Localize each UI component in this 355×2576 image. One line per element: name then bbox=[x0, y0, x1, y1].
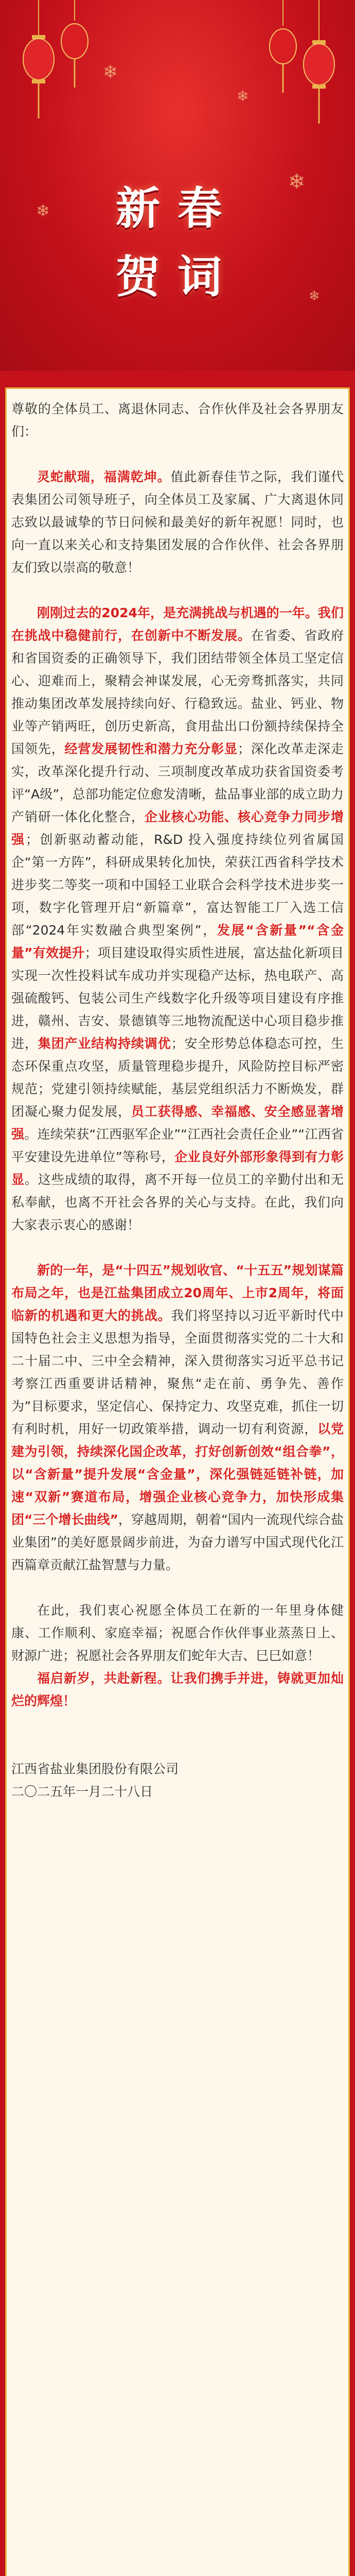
title-line-1: 新春 bbox=[116, 183, 239, 234]
letter-body bbox=[11, 398, 344, 1803]
highlight: 刚刚过去的2024年，是充满挑战与机遇的一年。我们在挑战中稳健前行，在创新中不断发展。 bbox=[11, 605, 344, 643]
paragraph-text: 在省委、省政府和省国资委的正确领导下，我们团结带领全体员工坚定信心、迎难而上，聚精会神谋发展，心无旁骛抓落实，共同推动集团改革发展持续向好、行稳致远。盐业、钙业、物业等产销两旺，创历史新高，食用盐出口份额持续保持全国领先， bbox=[11, 628, 344, 756]
highlight: 新的一年，是“十四五”规划收官、“十五五”规划谋篇布局之年，也是江盐集团成立20周年、上市2周年，将面临新的机遇和更大的挑战。 bbox=[11, 1263, 344, 1323]
signature-org: 江西省盐业集团股份有限公司 bbox=[11, 1761, 179, 1776]
highlight: 经营发展韧性和潜力充分彰显 bbox=[64, 741, 238, 756]
highlight: 企业核心功能、核心竞争力同步增强 bbox=[11, 809, 344, 847]
lantern-icon bbox=[301, 0, 337, 134]
paragraph-1 bbox=[11, 466, 344, 579]
paragraph-text: ；创新驱动蓄动能，R&D 投入强度持续位列省属国企“第一方阵”，科研成果转化加快，荣获江西省科学技术进步奖二等奖一项和中国轻工业联合会科学技术进步奖一项，数字化管理开启“新篇章”，富达智能工厂入选工信部“2024年实数融合典型案例”， bbox=[11, 832, 344, 938]
paragraph-4: 在此，我们衷心祝愿全体员工在新的一年里身体健康、工作顺利、家庭幸福；祝愿合作伙伴事业蒸蒸日上、财源广进；祝愿社会各界朋友们蛇年大吉、巳巳如意！ bbox=[11, 1603, 344, 1663]
highlight: 企业良好外部形象得到有力彰显 bbox=[11, 1149, 344, 1187]
paragraph-text: ，穿越周期，朝着“国内一流现代综合盐业集团”的美好愿景阔步前进，为奋力谱写中国式现代化江西篇章贡献江盐智慧与力量。 bbox=[11, 1512, 344, 1572]
highlight: 集团产业结构持续调优 bbox=[38, 1036, 171, 1051]
paragraph-text: 。这些成绩的取得，离不开每一位员工的辛勤付出和无私奉献，也离不开社会各界的关心与支持。在此，我们向大家表示衷心的感谢！ bbox=[11, 1172, 344, 1232]
snowflake-icon: ❄ bbox=[309, 289, 320, 304]
paragraph-text: 我们将坚持以习近平新时代中国特色社会主义思想为指导，全面贯彻落实党的二十大和二十届二中、三中全会精神，深入贯彻落实习近平总书记考察江西重要讲话精神，聚焦“走在前、勇争先、善作为”目标要求，坚定信心、保持定力、攻坚克难，抓住一切有利时机，用好一切政策举措，调动一切有利资源， bbox=[11, 1308, 344, 1436]
snowflake-icon: ❄ bbox=[103, 62, 118, 82]
signature-date: 二〇二五年一月二十八日 bbox=[11, 1784, 153, 1799]
snowflake-icon: ❄ bbox=[288, 170, 306, 194]
highlight: 以党建为引领，持续深化国企改革，打好创新创效“组合拳”，以“含新量”提升发展“含金量”，深化强链延链补链，加速“双新”赛道布局，增强企业核心竞争力，加快形成集团“三个增长曲线” bbox=[11, 1421, 344, 1527]
paragraph-text: ；深化改革走深走实，改革深化提升行动、三项制度改革成功获省国资委考评“A级”，总部功能定位愈发清晰，盐品事业部的成立助力产销研一体化化整合， bbox=[11, 741, 344, 824]
lantern-icon bbox=[57, 0, 93, 103]
snowflake-icon: ❄ bbox=[237, 88, 249, 105]
snowflake-icon: ❄ bbox=[36, 201, 50, 221]
highlight: 员工获得感、幸福感、安全感显著增强 bbox=[11, 1104, 344, 1142]
festive-header bbox=[0, 0, 355, 371]
highlight: 发展“含新量”“含金量”有效提升 bbox=[11, 923, 344, 960]
paragraph-3 bbox=[11, 1259, 344, 1577]
greeting: 尊敬的全体员工、离退休同志、合作伙伴及社会各界朋友们： bbox=[11, 401, 344, 439]
closing-line: 福启新岁，共赴新程。让我们携手并进，铸就更加灿烂的辉煌！ bbox=[11, 1671, 344, 1708]
lantern-icon bbox=[265, 0, 301, 108]
lantern-icon bbox=[21, 0, 57, 129]
highlight: 灵蛇献瑞，福满乾坤。 bbox=[37, 469, 171, 484]
paragraph-2 bbox=[11, 602, 344, 1236]
paragraph-text: ；项目建设取得实质性进展，富达盐化新项目实现一次性投料试车成功并实现稳产达标，热电联产、高强硫酸钙、包装公司生产线数字化升级等项目建设有序推进，赣州、吉安、景德镇等三地物流配送中心项目稳步推进， bbox=[11, 945, 344, 1051]
paragraph-text: 值此新春佳节之际，我们谨代表集团公司领导班子，向全体员工及家属、广大离退休同志致以最诚挚的节日问候和最美好的新年祝愿！同时，也向一直以来关心和支持集团发展的合作伙伴、社会各界朋友们致以崇高的敬意！ bbox=[11, 469, 344, 575]
paragraph-text: ；安全形势总体稳态可控，生态环保重点攻坚，质量管理稳步提升，风险防控目标严密规范；党建引领持续赋能，基层党组织活力不断焕发，群团凝心聚力促发展， bbox=[11, 1036, 344, 1119]
title-line-2: 贺词 bbox=[116, 251, 239, 303]
paragraph-text: 。连续荣获“江西驱军企业”“江西社会责任企业”“江西省平安建设先进单位”等称号， bbox=[11, 1127, 344, 1164]
